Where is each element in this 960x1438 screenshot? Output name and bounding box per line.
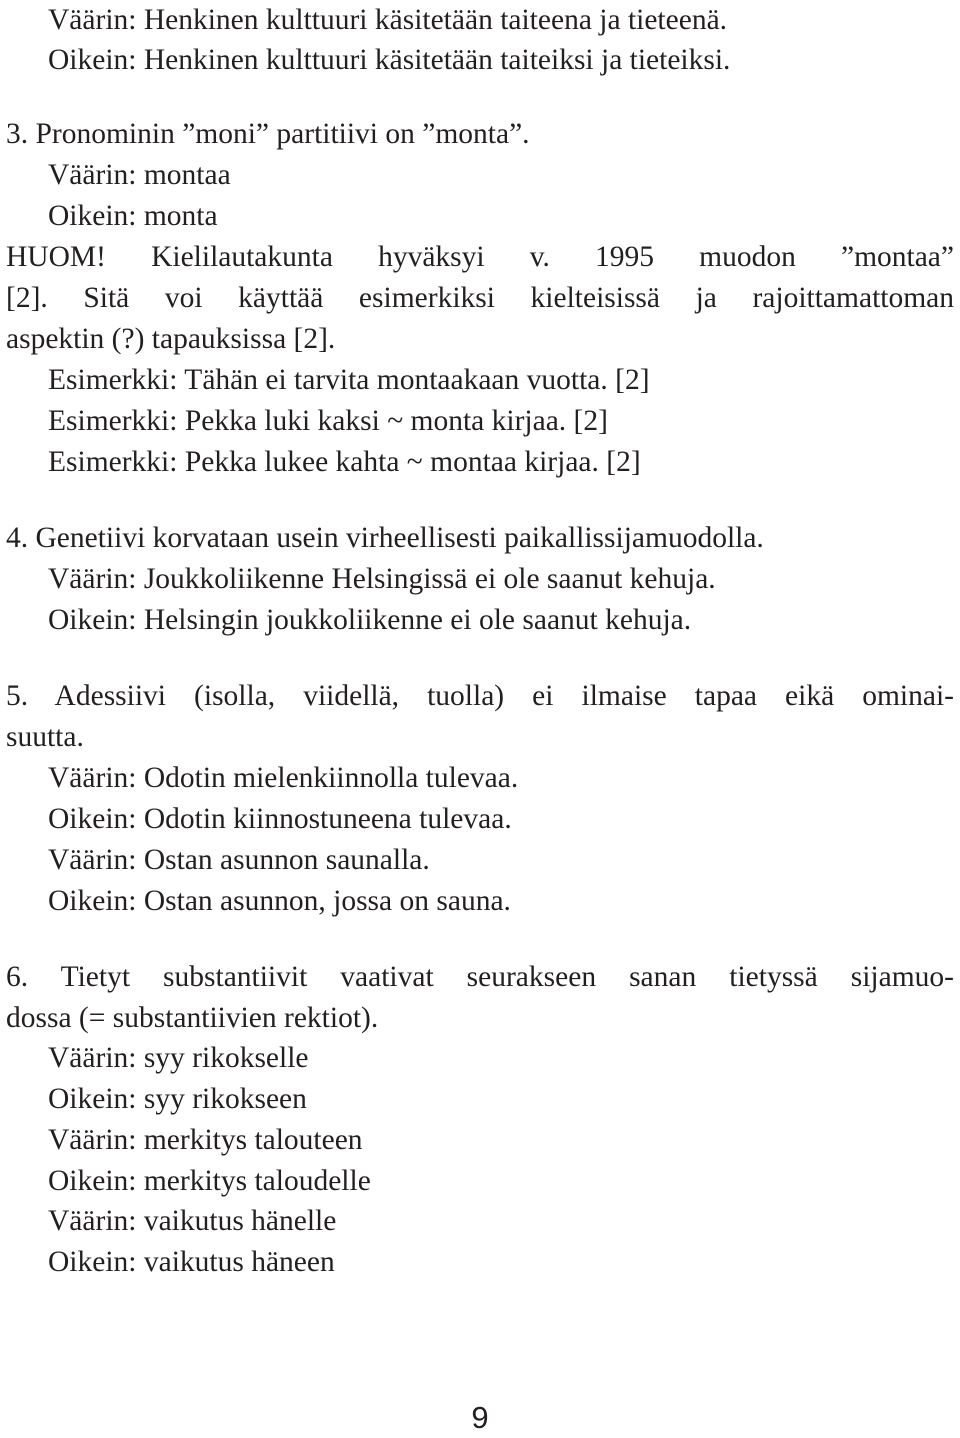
text-line: Oikein: Henkinen kulttuuri käsitetään taiteiksi ja tieteiksi. <box>48 44 731 76</box>
text-line: aspektin (?) tapauksissa [2]. <box>6 323 336 355</box>
text-line: Väärin: Henkinen kulttuuri käsitetään taiteena ja tieteenä. <box>48 4 728 36</box>
text-line: Esimerkki: Tähän ei tarvita montaakaan vuotta. [2] <box>48 364 650 396</box>
text-line: Väärin: Joukkoliikenne Helsingissä ei ole saanut kehuja. <box>48 563 716 595</box>
text-line: Oikein: merkitys taloudelle <box>48 1165 371 1197</box>
text-line: Oikein: Ostan asunnon, jossa on sauna. <box>48 885 511 917</box>
text-line: Oikein: Helsingin joukkoliikenne ei ole saanut kehuja. <box>48 604 692 636</box>
text-line: Väärin: montaa <box>48 159 231 191</box>
text-line: Esimerkki: Pekka lukee kahta ~ montaa kirjaa. [2] <box>48 446 641 478</box>
text-line: Väärin: vaikutus hänelle <box>48 1205 337 1237</box>
text-line: dossa (= substantiivien rektiot). <box>6 1002 379 1034</box>
text-line: [2]. Sitä voi käyttää esimerkiksi kielteisissä ja rajoittamattoman <box>6 282 954 314</box>
page-number: 9 <box>471 1400 489 1435</box>
text-line: Väärin: syy rikokselle <box>48 1042 309 1074</box>
text-line: Oikein: monta <box>48 200 218 232</box>
text-line: Oikein: Odotin kiinnostuneena tulevaa. <box>48 803 512 835</box>
text-line: 5. Adessiivi (isolla, viidellä, tuolla) ei ilmaise tapaa eikä ominai- <box>6 680 954 712</box>
text-line: 3. Pronominin ”moni” partitiivi on ”monta”. <box>6 118 530 150</box>
text-line: Väärin: Ostan asunnon saunalla. <box>48 844 430 876</box>
text-line: Oikein: syy rikokseen <box>48 1083 307 1115</box>
text-line: Oikein: vaikutus häneen <box>48 1246 335 1278</box>
text-line: HUOM! Kielilautakunta hyväksyi v. 1995 muodon ”montaa” <box>6 241 954 273</box>
text-line: suutta. <box>6 721 84 753</box>
text-line: 4. Genetiivi korvataan usein virheellisesti paikallissijamuodolla. <box>6 522 764 554</box>
text-line: Esimerkki: Pekka luki kaksi ~ monta kirjaa. [2] <box>48 405 608 437</box>
text-line: Väärin: Odotin mielenkiinnolla tulevaa. <box>48 762 519 794</box>
text-line: Väärin: merkitys talouteen <box>48 1124 363 1156</box>
text-line: 6. Tietyt substantiivit vaativat seurakseen sanan tietyssä sijamuo- <box>6 961 954 993</box>
